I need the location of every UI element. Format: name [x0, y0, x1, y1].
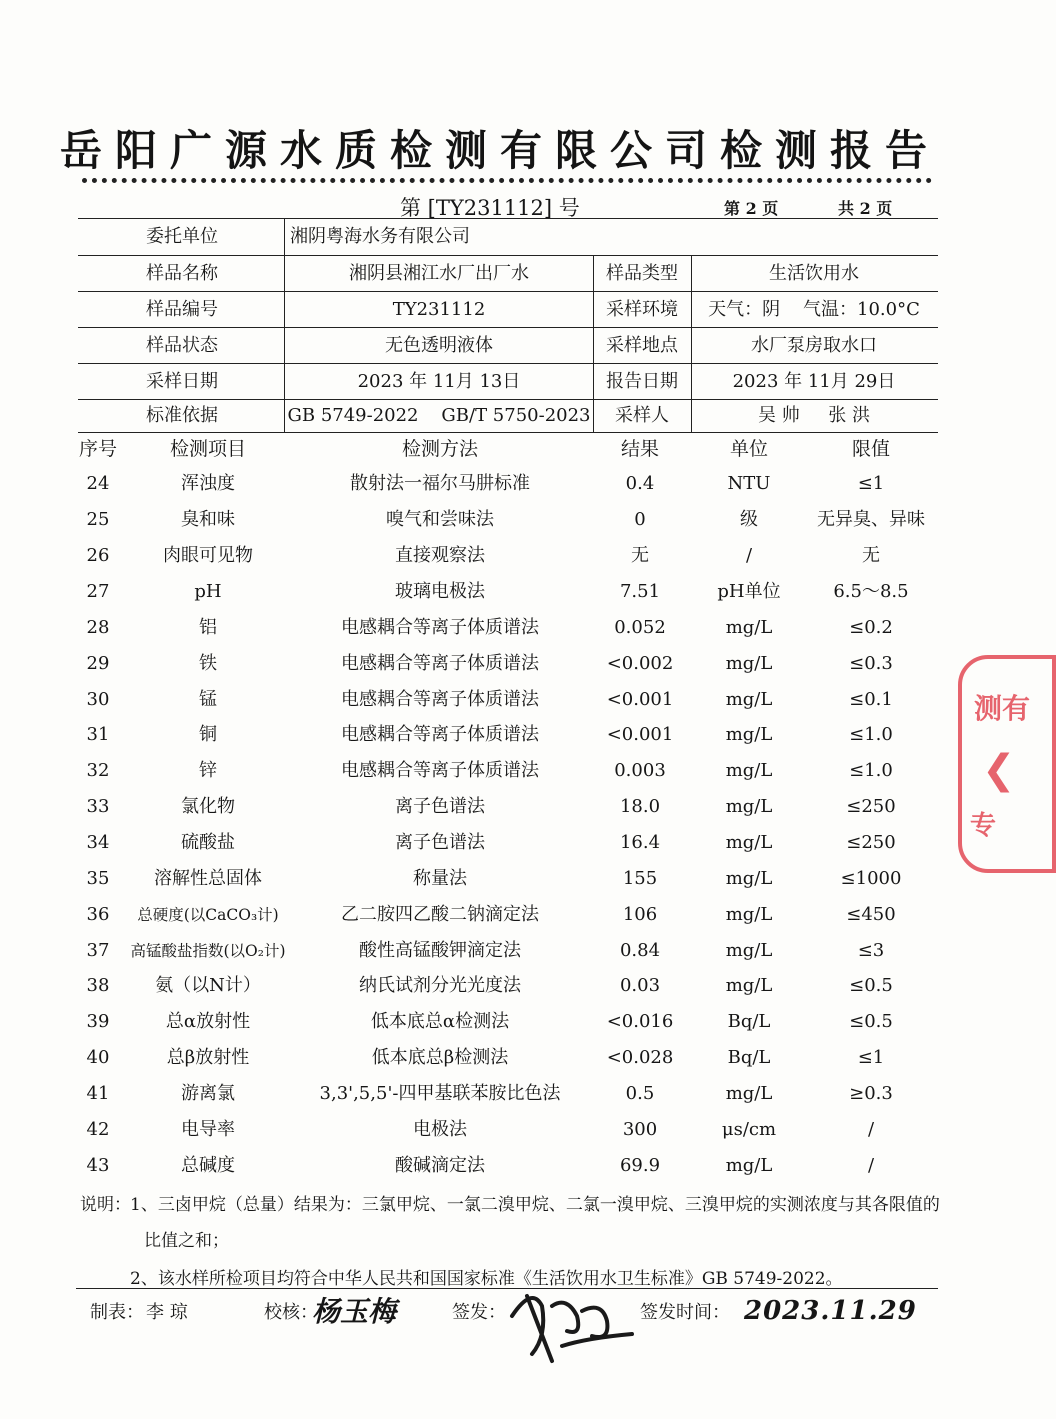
- info-value: 生活饮用水: [769, 263, 859, 284]
- row-item: 溶解性总固体: [154, 868, 262, 889]
- info-label: 采样人: [615, 405, 669, 426]
- row-result: 155: [622, 868, 658, 889]
- row-unit: mg/L: [725, 689, 773, 710]
- row-unit: mg/L: [725, 904, 773, 925]
- issue-date-handwritten: 2023.11.29: [744, 1296, 917, 1326]
- row-number: 35: [86, 868, 110, 889]
- row-limit: ≤1: [857, 1047, 885, 1068]
- row-limit: ≤0.3: [849, 653, 893, 674]
- row-unit: mg/L: [725, 653, 773, 674]
- table-row: [0, 574, 1000, 610]
- row-unit: mg/L: [725, 975, 773, 996]
- row-item: 总碱度: [181, 1155, 235, 1176]
- note-line-2: 2、该水样所检项目均符合中华人民共和国国家标准《生活饮用水卫生标准》GB 5749-2022。: [130, 1269, 843, 1289]
- row-method: 离子色谱法: [395, 796, 485, 817]
- row-item: 氨（以N计）: [155, 975, 261, 996]
- row-item: 锌: [199, 760, 217, 781]
- table-row: [0, 502, 1000, 538]
- row-result: <0.002: [606, 653, 674, 674]
- row-number: 30: [86, 689, 110, 710]
- row-unit: Bq/L: [727, 1011, 771, 1032]
- row-number: 42: [86, 1119, 110, 1140]
- row-result: 无: [631, 545, 649, 566]
- row-limit: ≤1.0: [849, 724, 893, 745]
- table-row: [0, 610, 1000, 646]
- row-number: 39: [86, 1011, 110, 1032]
- row-limit: ≤0.1: [849, 689, 893, 710]
- info-label: 样品编号: [146, 299, 218, 320]
- row-result: <0.001: [606, 689, 674, 710]
- row-number: 26: [86, 545, 110, 566]
- row-item: 铝: [199, 617, 217, 638]
- info-value: 吴 帅 张 洪: [757, 405, 871, 426]
- row-item: 浑浊度: [181, 473, 235, 494]
- row-unit: Bq/L: [727, 1047, 771, 1068]
- row-item: 铁: [199, 653, 217, 674]
- info-value: 2023 年 11月 29日: [732, 371, 896, 392]
- column-header: 单位: [729, 438, 768, 460]
- row-number: 25: [86, 509, 110, 530]
- row-limit: ≤450: [846, 904, 896, 925]
- row-method: 散射法一福尔马肼标准: [350, 473, 530, 494]
- date-label: 签发时间：: [640, 1302, 730, 1323]
- table-row: [0, 753, 1000, 789]
- table-row: [0, 717, 1000, 753]
- row-result: 7.51: [619, 581, 661, 602]
- official-seal-stamp: 测有 ❮ 专: [958, 655, 1056, 873]
- row-number: 36: [86, 904, 110, 925]
- note-line-1b: 比值之和；: [144, 1231, 229, 1251]
- info-value: 水厂泵房取水口: [751, 335, 877, 356]
- row-limit: ≤0.5: [849, 975, 893, 996]
- info-value: 天气：阴 气温：10.0°C: [708, 299, 920, 320]
- note-line-1: 1、三卤甲烷（总量）结果为：三氯甲烷、一氯二溴甲烷、二氯一溴甲烷、三溴甲烷的实测浓度与其各限值的: [130, 1195, 940, 1215]
- row-limit: ≤0.5: [849, 1011, 893, 1032]
- page-total: 共 2 页: [838, 199, 893, 218]
- row-method: 玻璃电极法: [395, 581, 485, 602]
- row-unit: mg/L: [725, 760, 773, 781]
- column-header: 检测项目: [169, 438, 246, 460]
- table-row: [0, 1040, 1000, 1076]
- row-method: 乙二胺四乙酸二钠滴定法: [341, 904, 539, 925]
- row-method: 电极法: [413, 1119, 467, 1140]
- table-row: [0, 1076, 1000, 1112]
- row-result: 0.5: [625, 1083, 655, 1104]
- row-method: 称量法: [413, 868, 467, 889]
- row-method: 电感耦合等离子体质谱法: [341, 617, 539, 638]
- row-item: 总硬度(以CaCO₃计): [137, 906, 279, 924]
- row-result: 0.03: [619, 975, 661, 996]
- row-method: 电感耦合等离子体质谱法: [341, 760, 539, 781]
- row-unit: mg/L: [725, 617, 773, 638]
- row-result: 0.003: [614, 760, 666, 781]
- info-label: 样品类型: [606, 263, 678, 284]
- row-method: 低本底总β检测法: [371, 1047, 509, 1068]
- row-item: pH: [194, 581, 222, 602]
- table-row: [0, 825, 1000, 861]
- info-label: 样品状态: [146, 335, 218, 356]
- info-value: 湘阴县湘江水厂出厂水: [349, 263, 529, 284]
- row-item: 高锰酸盐指数(以O₂计): [130, 942, 286, 960]
- row-result: 106: [622, 904, 658, 925]
- table-row: [0, 1148, 1000, 1184]
- row-unit: /: [745, 545, 753, 566]
- notes-label: 说明：: [80, 1195, 131, 1215]
- row-method: 酸碱滴定法: [395, 1155, 485, 1176]
- info-value: 2023 年 11月 13日: [357, 371, 521, 392]
- table-row: [0, 538, 1000, 574]
- row-result: 0.052: [614, 617, 666, 638]
- row-result: <0.028: [606, 1047, 674, 1068]
- info-value: GB 5749-2022 GB/T 5750-2023: [287, 405, 591, 426]
- row-limit: 无异臭、异味: [817, 509, 925, 530]
- row-method: 纳氏试剂分光光度法: [359, 975, 521, 996]
- row-result: 300: [622, 1119, 658, 1140]
- row-result: 0: [634, 509, 646, 530]
- row-number: 43: [86, 1155, 110, 1176]
- row-result: <0.001: [606, 724, 674, 745]
- row-limit: /: [867, 1119, 875, 1140]
- row-unit: mg/L: [725, 832, 773, 853]
- info-value: TY231112: [392, 299, 486, 320]
- row-result: 0.4: [625, 473, 655, 494]
- reviewer-signature: 杨玉梅: [312, 1295, 397, 1328]
- row-number: 27: [86, 581, 110, 602]
- row-unit: mg/L: [725, 1155, 773, 1176]
- prepared-name: 李 琼: [146, 1302, 188, 1323]
- table-row: [0, 897, 1000, 933]
- row-unit: mg/L: [725, 724, 773, 745]
- row-number: 34: [86, 832, 110, 853]
- column-header: 检测方法: [401, 438, 478, 460]
- row-limit: 6.5～8.5: [833, 581, 909, 602]
- row-number: 38: [86, 975, 110, 996]
- row-unit: NTU: [727, 473, 771, 494]
- table-row: [0, 968, 1000, 1004]
- row-limit: ≤1000: [840, 868, 902, 889]
- row-limit: 无: [862, 545, 880, 566]
- row-result: 69.9: [619, 1155, 661, 1176]
- row-limit: ≤1: [857, 473, 885, 494]
- row-unit: 级: [740, 509, 758, 530]
- info-label: 报告日期: [606, 371, 678, 392]
- report-title: 岳阳广源水质检测有限公司检测报告: [59, 126, 940, 175]
- table-row: [0, 682, 1000, 718]
- row-number: 32: [86, 760, 110, 781]
- row-method: 酸性高锰酸钾滴定法: [359, 940, 521, 961]
- client-value: 湘阴粤海水务有限公司: [290, 226, 470, 247]
- table-row: [0, 466, 1000, 502]
- row-number: 37: [86, 940, 110, 961]
- row-unit: mg/L: [725, 796, 773, 817]
- row-result: <0.016: [606, 1011, 674, 1032]
- row-item: 锰: [199, 689, 217, 710]
- report-number: 第 [TY231112] 号: [400, 196, 580, 220]
- row-method: 直接观察法: [395, 545, 485, 566]
- row-limit: ≤1.0: [849, 760, 893, 781]
- row-limit: ≤250: [846, 796, 896, 817]
- table-row: [0, 789, 1000, 825]
- prepared-label: 制表：: [90, 1302, 144, 1323]
- row-item: 硫酸盐: [181, 832, 235, 853]
- row-item: 肉眼可见物: [163, 545, 253, 566]
- row-number: 33: [86, 796, 110, 817]
- table-row: [0, 861, 1000, 897]
- table-row: [0, 933, 1000, 969]
- page-current: 第 2 页: [724, 199, 779, 218]
- row-item: 臭和味: [181, 509, 235, 530]
- info-label: 采样地点: [606, 335, 678, 356]
- info-label: 标准依据: [146, 405, 218, 426]
- row-item: 总α放射性: [165, 1011, 251, 1032]
- row-method: 电感耦合等离子体质谱法: [341, 653, 539, 674]
- table-row: [0, 646, 1000, 682]
- row-method: 低本底总α检测法: [370, 1011, 510, 1032]
- row-method: 嗅气和尝味法: [386, 509, 494, 530]
- row-limit: ≤0.2: [849, 617, 893, 638]
- row-unit: μs/cm: [721, 1119, 777, 1140]
- row-item: 铜: [199, 724, 217, 745]
- column-header: 结果: [620, 438, 659, 460]
- approved-label: 签发：: [452, 1302, 506, 1323]
- approver-signature: [492, 1276, 642, 1370]
- table-row: [0, 1112, 1000, 1148]
- row-method: 电感耦合等离子体质谱法: [341, 724, 539, 745]
- row-number: 41: [86, 1083, 110, 1104]
- row-unit: pH单位: [717, 581, 781, 602]
- row-limit: ≤3: [857, 940, 885, 961]
- row-limit: ≥0.3: [849, 1083, 893, 1104]
- row-method: 电感耦合等离子体质谱法: [341, 689, 539, 710]
- info-label: 采样环境: [606, 299, 678, 320]
- row-method: 离子色谱法: [395, 832, 485, 853]
- row-item: 电导率: [181, 1119, 235, 1140]
- title-divider: [82, 178, 932, 183]
- row-unit: mg/L: [725, 940, 773, 961]
- info-label: 采样日期: [146, 371, 218, 392]
- row-number: 31: [86, 724, 110, 745]
- row-unit: mg/L: [725, 1083, 773, 1104]
- row-item: 氯化物: [181, 796, 235, 817]
- row-result: 0.84: [619, 940, 661, 961]
- row-item: 游离氯: [181, 1083, 235, 1104]
- column-header: 限值: [851, 438, 890, 460]
- row-number: 29: [86, 653, 110, 674]
- column-header: 序号: [78, 438, 117, 460]
- reviewed-label: 校核：: [264, 1302, 318, 1323]
- row-result: 16.4: [619, 832, 661, 853]
- row-number: 28: [86, 617, 110, 638]
- row-item: 总β放射性: [166, 1047, 250, 1068]
- row-limit: ≤250: [846, 832, 896, 853]
- info-value: 无色透明液体: [385, 335, 493, 356]
- table-row: [0, 1004, 1000, 1040]
- row-number: 40: [86, 1047, 110, 1068]
- client-label: 委托单位: [146, 226, 218, 247]
- row-result: 18.0: [619, 796, 661, 817]
- approver-signature-mark: [492, 1276, 642, 1366]
- info-label: 样品名称: [146, 263, 218, 284]
- row-method: 3,3',5,5'-四甲基联苯胺比色法: [319, 1083, 561, 1104]
- row-limit: /: [867, 1155, 875, 1176]
- row-number: 24: [86, 473, 110, 494]
- row-unit: mg/L: [725, 868, 773, 889]
